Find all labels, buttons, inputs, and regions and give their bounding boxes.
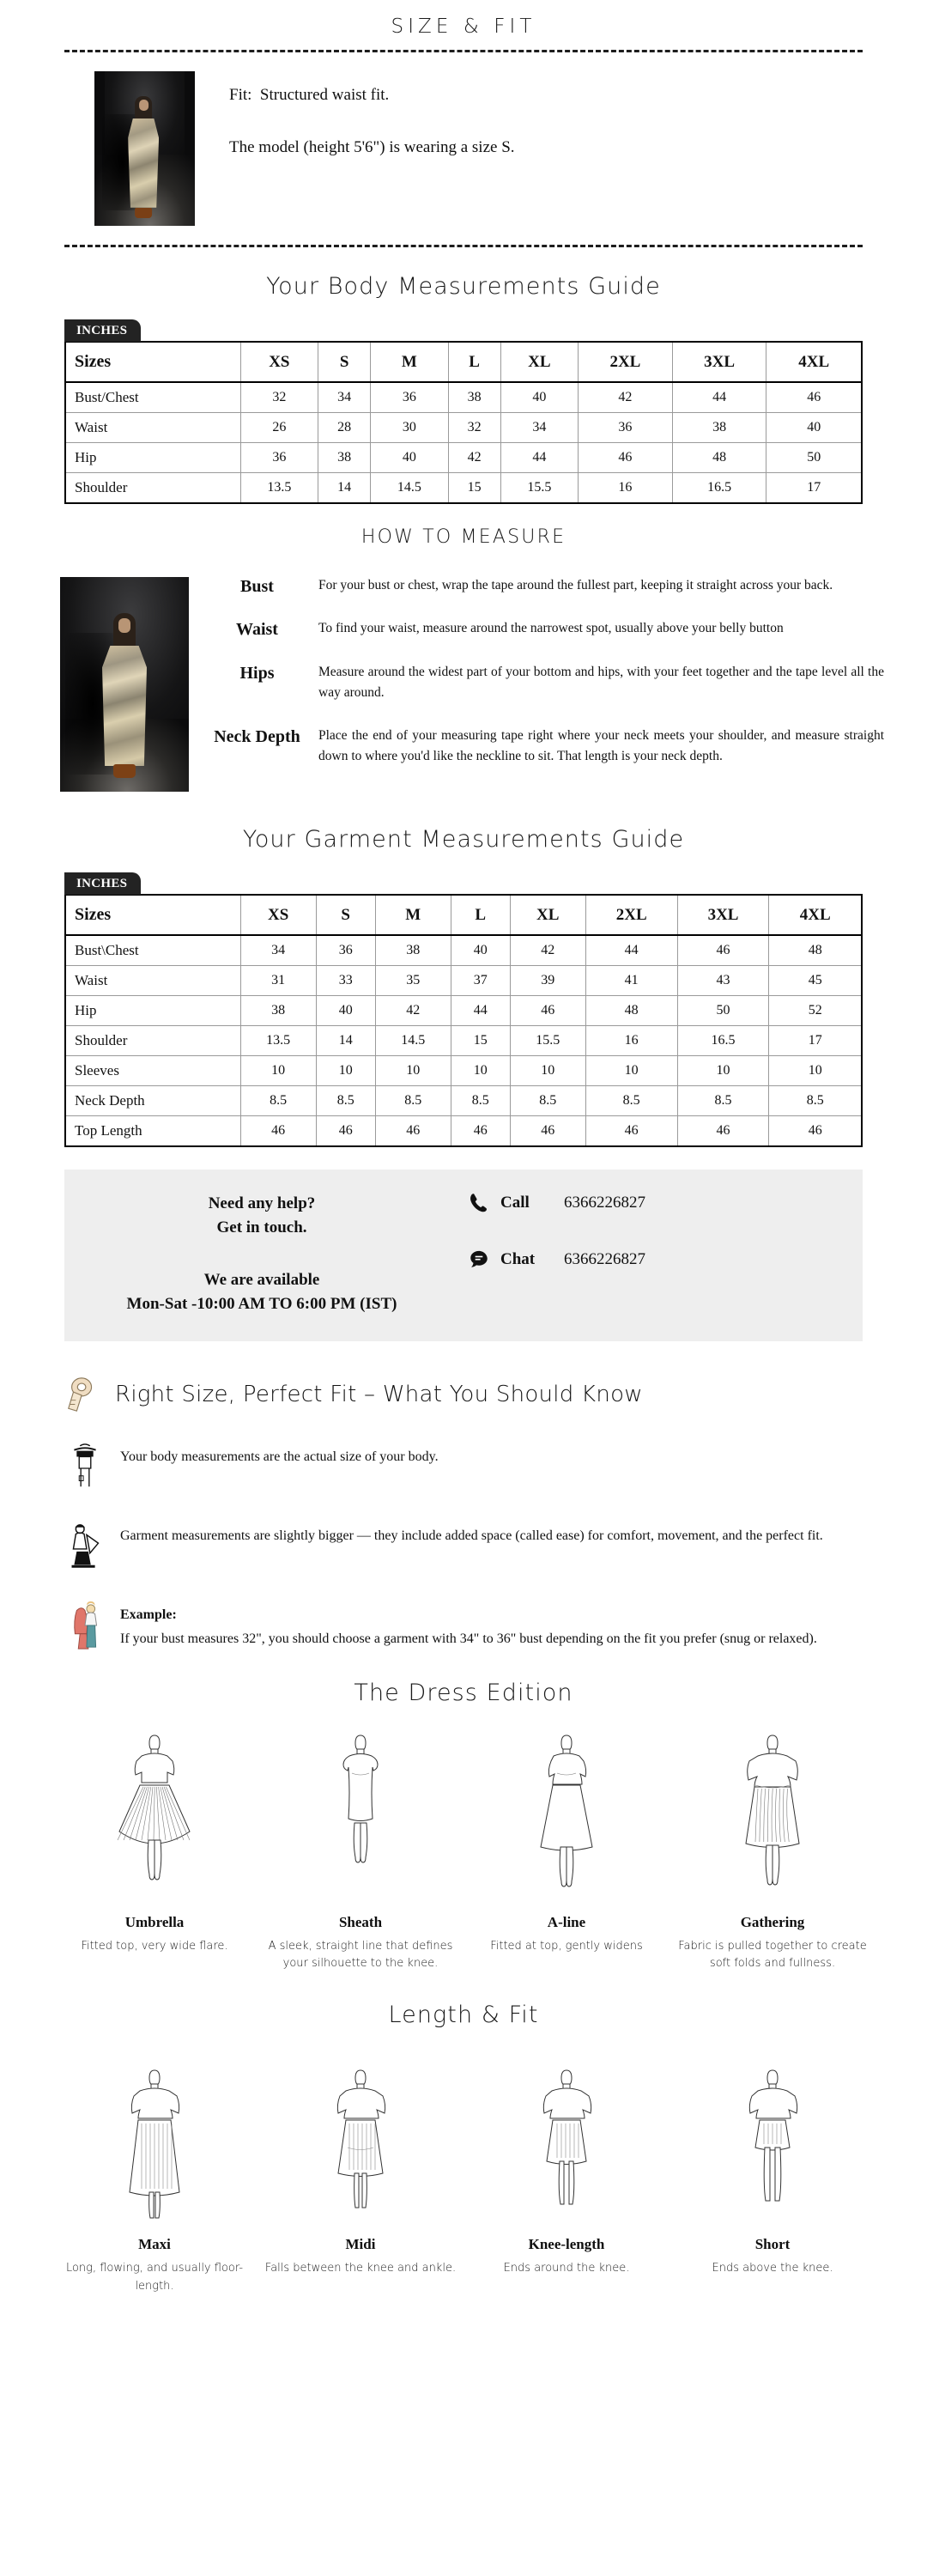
col-header-xl: XL bbox=[510, 895, 585, 935]
garment-measurements-table bbox=[64, 894, 863, 1147]
dress-form-icon bbox=[64, 1601, 112, 1654]
cell-value: 16.5 bbox=[677, 1026, 769, 1056]
silhouette-card[interactable] bbox=[464, 2052, 670, 2294]
cell-value: 26 bbox=[240, 413, 318, 443]
chat-label: Chat bbox=[500, 1250, 536, 1268]
fit-value: Structured waist fit. bbox=[259, 86, 390, 104]
silhouette-card[interactable] bbox=[52, 2052, 258, 2294]
cell-value: 36 bbox=[371, 382, 448, 413]
table-body bbox=[65, 935, 862, 1146]
table-row bbox=[65, 935, 862, 966]
silhouette-description: Fitted at top, gently widens bbox=[490, 1940, 643, 1953]
cell-value: 43 bbox=[677, 966, 769, 996]
phone-icon bbox=[468, 1192, 490, 1214]
chat-row[interactable] bbox=[468, 1249, 863, 1271]
cell-value: 44 bbox=[672, 382, 766, 413]
short-dress-icon bbox=[675, 2052, 870, 2224]
silhouette-description: Long, flowing, and usually floor-length. bbox=[65, 2262, 244, 2293]
col-header-xl: XL bbox=[500, 342, 578, 382]
cell-value: 17 bbox=[769, 1026, 862, 1056]
silhouette-card[interactable] bbox=[670, 2052, 876, 2294]
cell-value: 44 bbox=[585, 935, 677, 966]
cell-value: 14.5 bbox=[375, 1026, 451, 1056]
body-unit-tab: INCHES bbox=[64, 319, 141, 342]
cell-value: 46 bbox=[766, 382, 862, 413]
silhouette-name: Midi bbox=[345, 2236, 376, 2253]
table-row bbox=[65, 1116, 862, 1147]
cell-value: 15.5 bbox=[510, 1026, 585, 1056]
cell-value: 16 bbox=[579, 473, 673, 504]
table-row bbox=[65, 996, 862, 1026]
cell-value: 16.5 bbox=[672, 473, 766, 504]
chat-icon bbox=[468, 1249, 490, 1271]
garment-measurements-table-wrap bbox=[64, 872, 863, 1147]
cell-value: 36 bbox=[579, 413, 673, 443]
cell-value: 41 bbox=[585, 966, 677, 996]
row-label: Top Length bbox=[65, 1116, 240, 1147]
row-label: Shoulder bbox=[65, 473, 240, 504]
measure-model-image bbox=[60, 577, 189, 792]
cell-value: 15.5 bbox=[500, 473, 578, 504]
garment-guide-title: Your Garment Measurements Guide bbox=[242, 826, 685, 853]
silhouette-card[interactable] bbox=[258, 1730, 464, 1972]
sheath-dress-icon bbox=[263, 1730, 458, 1902]
cell-value: 50 bbox=[766, 443, 862, 473]
cell-value: 35 bbox=[375, 966, 451, 996]
silhouette-name: A-line bbox=[547, 1914, 586, 1931]
col-header-sizes: Sizes bbox=[65, 342, 240, 382]
cell-value: 8.5 bbox=[316, 1086, 375, 1116]
measure-term: Neck Depth bbox=[214, 726, 300, 746]
cell-value: 48 bbox=[672, 443, 766, 473]
help-contact-band bbox=[64, 1170, 863, 1341]
divider-mid bbox=[64, 245, 863, 247]
row-label: Shoulder bbox=[65, 1026, 240, 1056]
cell-value: 38 bbox=[672, 413, 766, 443]
silhouette-description: A sleek, straight line that defines your silhouette to the knee. bbox=[268, 1940, 453, 1971]
col-header-3xl: 3XL bbox=[677, 895, 769, 935]
midi-dress-icon bbox=[263, 2052, 458, 2224]
chat-number[interactable]: 6366226827 bbox=[564, 1250, 645, 1268]
table-header-row bbox=[65, 895, 862, 935]
cell-value: 38 bbox=[448, 382, 500, 413]
cell-value: 15 bbox=[451, 1026, 510, 1056]
cell-value: 40 bbox=[371, 443, 448, 473]
measure-description: For your bust or chest, wrap the tape around the fullest part, keeping it straight across your back. bbox=[318, 578, 833, 592]
col-header-xs: XS bbox=[240, 895, 316, 935]
model-thumbnail-image bbox=[94, 71, 195, 226]
cell-value: 38 bbox=[318, 443, 371, 473]
silhouette-name: Sheath bbox=[338, 1914, 383, 1931]
row-label: Hip bbox=[65, 443, 240, 473]
cell-value: 8.5 bbox=[585, 1086, 677, 1116]
knee-length-dress-icon bbox=[469, 2052, 664, 2224]
cell-value: 14.5 bbox=[371, 473, 448, 504]
measure-description: To find your waist, measure around the narrowest spot, usually above your belly button bbox=[318, 621, 784, 636]
silhouette-description: Fitted top, very wide flare. bbox=[81, 1940, 228, 1953]
right-size-example bbox=[64, 1601, 857, 1654]
cell-value: 10 bbox=[677, 1056, 769, 1086]
cell-value: 40 bbox=[451, 935, 510, 966]
length-fit-title: Length & Fit bbox=[388, 2002, 539, 2029]
need-help-line-1: Need any help? bbox=[208, 1194, 316, 1212]
umbrella-dress-icon bbox=[57, 1730, 252, 1902]
cell-value: 34 bbox=[500, 413, 578, 443]
silhouette-description: Ends around the knee. bbox=[503, 2262, 630, 2275]
row-label: Waist bbox=[65, 966, 240, 996]
call-number[interactable]: 6366226827 bbox=[564, 1194, 645, 1212]
contact-methods bbox=[459, 1192, 863, 1315]
fit-text-group bbox=[195, 71, 515, 160]
cell-value: 10 bbox=[769, 1056, 862, 1086]
cell-value: 37 bbox=[451, 966, 510, 996]
cell-value: 46 bbox=[579, 443, 673, 473]
col-header-s: S bbox=[318, 342, 371, 382]
col-header-m: M bbox=[375, 895, 451, 935]
cell-value: 10 bbox=[510, 1056, 585, 1086]
measure-description: Measure around the widest part of your bottom and hips, with your feet together and the tape level all the way around. bbox=[318, 664, 884, 700]
cell-value: 42 bbox=[579, 382, 673, 413]
example-body: If your bust measures 32", you should choose a garment with 34" to 36" bust depending on the fit you prefer (snug or relaxed). bbox=[120, 1631, 817, 1646]
cell-value: 13.5 bbox=[240, 473, 318, 504]
col-header-sizes: Sizes bbox=[65, 895, 240, 935]
right-size-heading-row bbox=[64, 1376, 927, 1413]
cell-value: 42 bbox=[375, 996, 451, 1026]
table-row bbox=[65, 473, 862, 504]
cell-value: 46 bbox=[585, 1116, 677, 1147]
dress-edition-title: The Dress Edition bbox=[354, 1680, 573, 1707]
table-row bbox=[65, 1026, 862, 1056]
gathering-dress-icon bbox=[675, 1730, 870, 1902]
cell-value: 28 bbox=[318, 413, 371, 443]
waist-tape-icon bbox=[64, 1443, 112, 1496]
table-row bbox=[65, 382, 862, 413]
cell-value: 10 bbox=[240, 1056, 316, 1086]
cell-value: 42 bbox=[510, 935, 585, 966]
cell-value: 31 bbox=[240, 966, 316, 996]
cell-value: 46 bbox=[316, 1116, 375, 1147]
cell-value: 45 bbox=[769, 966, 862, 996]
cell-value: 48 bbox=[769, 935, 862, 966]
col-header-2xl: 2XL bbox=[585, 895, 677, 935]
col-header-4xl: 4XL bbox=[766, 342, 862, 382]
cell-value: 44 bbox=[451, 996, 510, 1026]
right-size-point-2-text: Garment measurements are slightly bigger — they include added space (called ease) for comfort, movement, and the perfect fit. bbox=[120, 1528, 823, 1544]
row-label: Bust\Chest bbox=[65, 935, 240, 966]
cell-value: 50 bbox=[677, 996, 769, 1026]
col-header-3xl: 3XL bbox=[672, 342, 766, 382]
cell-value: 34 bbox=[318, 382, 371, 413]
fit-label: Fit: bbox=[229, 86, 252, 104]
row-label: Waist bbox=[65, 413, 240, 443]
silhouette-name: Umbrella bbox=[124, 1914, 185, 1931]
measuring-tape-icon bbox=[64, 1376, 103, 1413]
cell-value: 40 bbox=[316, 996, 375, 1026]
col-header-l: L bbox=[448, 342, 500, 382]
page-title: SIZE & FIT bbox=[391, 15, 536, 38]
cell-value: 30 bbox=[371, 413, 448, 443]
help-text-group bbox=[64, 1192, 459, 1315]
body-guide-title: Your Body Measurements Guide bbox=[266, 273, 661, 300]
cell-value: 32 bbox=[448, 413, 500, 443]
silhouette-description: Ends above the knee. bbox=[712, 2262, 833, 2275]
model-note: The model (height 5'6") is wearing a size S. bbox=[229, 137, 515, 156]
table-row bbox=[65, 413, 862, 443]
cell-value: 36 bbox=[316, 935, 375, 966]
cell-value: 48 bbox=[585, 996, 677, 1026]
measure-definition-list bbox=[189, 570, 927, 767]
maxi-dress-icon bbox=[57, 2052, 252, 2224]
cell-value: 8.5 bbox=[240, 1086, 316, 1116]
call-label: Call bbox=[500, 1194, 530, 1212]
a-line-dress-icon bbox=[469, 1730, 664, 1902]
fit-intro-block bbox=[94, 52, 927, 245]
cell-value: 34 bbox=[240, 935, 316, 966]
cell-value: 16 bbox=[585, 1026, 677, 1056]
row-label: Bust/Chest bbox=[65, 382, 240, 413]
table-body bbox=[65, 382, 862, 503]
table-row bbox=[65, 443, 862, 473]
cell-value: 46 bbox=[769, 1116, 862, 1147]
cell-value: 14 bbox=[318, 473, 371, 504]
cell-value: 46 bbox=[240, 1116, 316, 1147]
cell-value: 8.5 bbox=[451, 1086, 510, 1116]
cell-value: 46 bbox=[375, 1116, 451, 1147]
cell-value: 15 bbox=[448, 473, 500, 504]
silhouette-card[interactable] bbox=[52, 1730, 258, 1972]
right-size-point-ease bbox=[64, 1522, 857, 1575]
row-label: Hip bbox=[65, 996, 240, 1026]
cell-value: 38 bbox=[375, 935, 451, 966]
cell-value: 40 bbox=[766, 413, 862, 443]
length-fit-cards bbox=[52, 2047, 876, 2298]
how-to-measure-block bbox=[60, 570, 927, 800]
cell-value: 10 bbox=[316, 1056, 375, 1086]
cell-value: 8.5 bbox=[510, 1086, 585, 1116]
availability-line-2: Mon-Sat -10:00 AM TO 6:00 PM (IST) bbox=[126, 1294, 397, 1313]
cell-value: 46 bbox=[677, 1116, 769, 1147]
measure-description: Place the end of your measuring tape right where your neck meets your shoulder, and measure straight down to where you'd like the neckline to sit. That length is your neck depth. bbox=[318, 727, 884, 763]
fit-description bbox=[229, 83, 515, 108]
cell-value: 46 bbox=[510, 1116, 585, 1147]
cell-value: 52 bbox=[769, 996, 862, 1026]
row-label: Neck Depth bbox=[65, 1086, 240, 1116]
silhouette-name: Knee-length bbox=[528, 2236, 605, 2253]
col-header-m: M bbox=[371, 342, 448, 382]
cell-value: 46 bbox=[510, 996, 585, 1026]
cell-value: 38 bbox=[240, 996, 316, 1026]
how-to-measure-title: HOW TO MEASURE bbox=[360, 526, 566, 548]
silhouette-name: Maxi bbox=[138, 2236, 171, 2253]
table-header-row bbox=[65, 342, 862, 382]
right-size-point-body bbox=[64, 1443, 857, 1496]
cell-value: 17 bbox=[766, 473, 862, 504]
measure-term: Hips bbox=[239, 663, 275, 683]
cell-value: 32 bbox=[240, 382, 318, 413]
cell-value: 8.5 bbox=[375, 1086, 451, 1116]
cell-value: 44 bbox=[500, 443, 578, 473]
availability-line-1: We are available bbox=[203, 1271, 320, 1290]
cell-value: 42 bbox=[448, 443, 500, 473]
table-row bbox=[65, 1086, 862, 1116]
row-label: Sleeves bbox=[65, 1056, 240, 1086]
col-header-s: S bbox=[316, 895, 375, 935]
col-header-2xl: 2XL bbox=[579, 342, 673, 382]
col-header-xs: XS bbox=[240, 342, 318, 382]
cell-value: 39 bbox=[510, 966, 585, 996]
silhouette-card[interactable] bbox=[670, 1730, 876, 1972]
cell-value: 46 bbox=[451, 1116, 510, 1147]
cell-value: 33 bbox=[316, 966, 375, 996]
right-size-point-1-text: Your body measurements are the actual size of your body. bbox=[120, 1449, 439, 1465]
cell-value: 8.5 bbox=[769, 1086, 862, 1116]
cell-value: 40 bbox=[500, 382, 578, 413]
cell-value: 10 bbox=[585, 1056, 677, 1086]
cell-value: 14 bbox=[316, 1026, 375, 1056]
table-row bbox=[65, 1056, 862, 1086]
right-size-title: Right Size, Perfect Fit – What You Should Know bbox=[115, 1382, 643, 1408]
right-size-example-text bbox=[112, 1601, 857, 1649]
measure-item bbox=[208, 662, 884, 703]
cell-value: 8.5 bbox=[677, 1086, 769, 1116]
dress-edition-cards bbox=[52, 1725, 876, 1976]
garment-unit-tab: INCHES bbox=[64, 872, 141, 895]
measure-term: Waist bbox=[236, 620, 278, 640]
cell-value: 36 bbox=[240, 443, 318, 473]
call-row[interactable] bbox=[468, 1192, 863, 1214]
silhouette-card[interactable] bbox=[464, 1730, 670, 1972]
table-row bbox=[65, 966, 862, 996]
body-measurements-table bbox=[64, 341, 863, 504]
measure-term: Bust bbox=[240, 577, 274, 596]
tailor-icon bbox=[64, 1522, 112, 1575]
need-help-line-2: Get in touch. bbox=[216, 1218, 307, 1236]
cell-value: 13.5 bbox=[240, 1026, 316, 1056]
silhouette-card[interactable] bbox=[258, 2052, 464, 2294]
silhouette-name: Short bbox=[754, 2236, 791, 2253]
example-label: Example: bbox=[120, 1607, 177, 1623]
body-measurements-table-wrap bbox=[64, 319, 863, 504]
silhouette-description: Falls between the knee and ankle. bbox=[264, 2262, 457, 2275]
silhouette-description: Fabric is pulled together to create soft folds and fullness. bbox=[678, 1940, 867, 1971]
cell-value: 10 bbox=[451, 1056, 510, 1086]
cell-value: 46 bbox=[677, 935, 769, 966]
measure-item bbox=[208, 618, 884, 639]
col-header-l: L bbox=[451, 895, 510, 935]
measure-item bbox=[208, 726, 884, 767]
silhouette-name: Gathering bbox=[740, 1914, 805, 1931]
col-header-4xl: 4XL bbox=[769, 895, 862, 935]
cell-value: 10 bbox=[375, 1056, 451, 1086]
measure-item bbox=[208, 575, 884, 596]
